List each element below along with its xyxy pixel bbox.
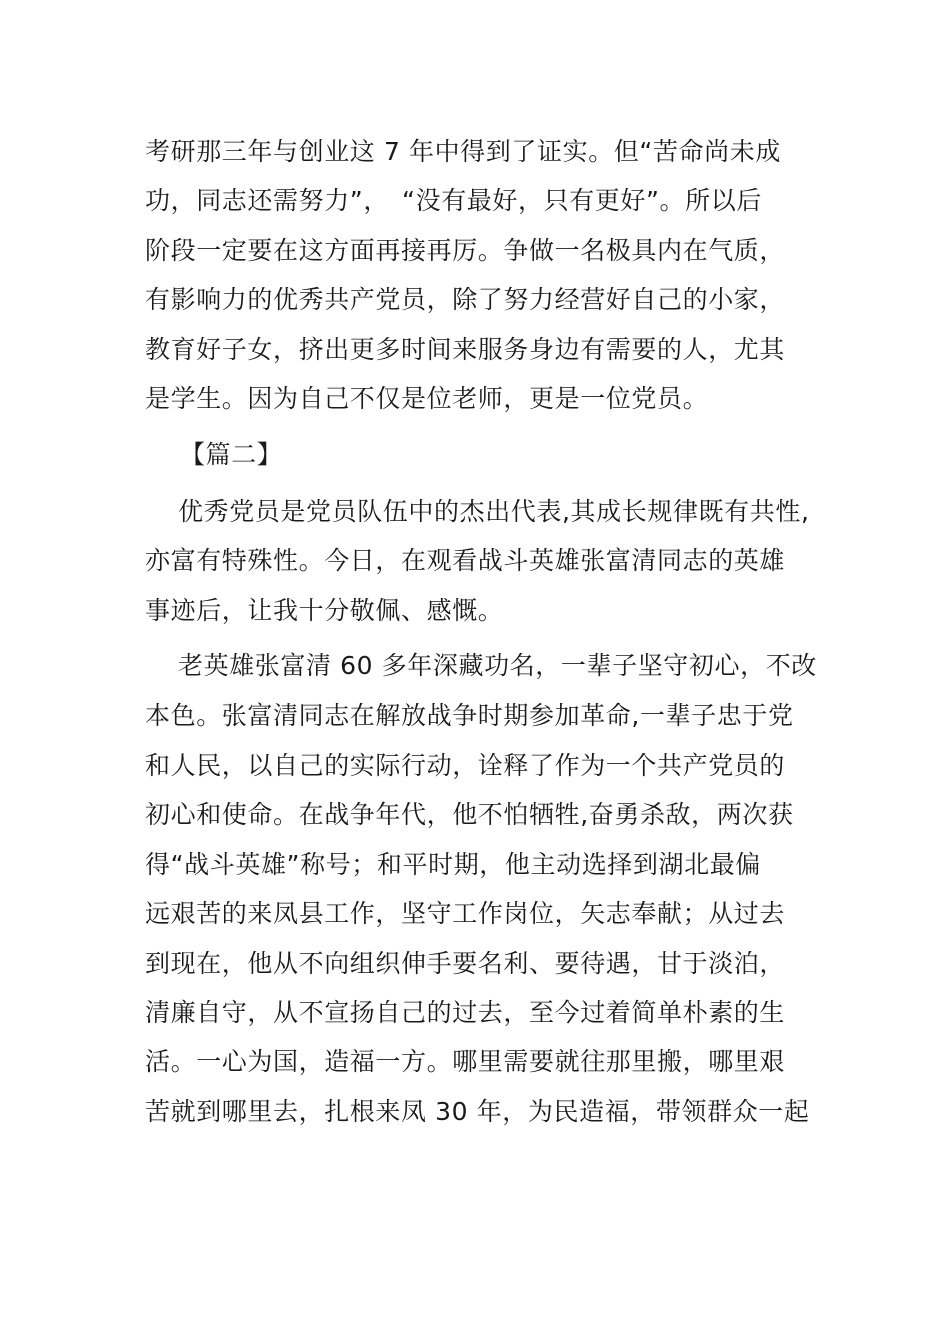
text-line: 功，同志还需努力”， “没有最好，只有更好”。所以后 xyxy=(145,186,762,215)
text-line: 到现在，他从不向组织伸手要名利、要待遇，甘于淡泊， xyxy=(145,949,786,978)
text-line: 活。一心为国，造福一方。哪里需要就往那里搬，哪里艰 xyxy=(145,1047,786,1076)
section-heading: 【篇二】 xyxy=(180,440,283,469)
text-line: 和人民，以自己的实际行动，诠释了作为一个共产党员的 xyxy=(145,751,786,780)
text-line: 老英雄张富清 60 多年深藏功名，一辈子坚守初心，不改 xyxy=(178,651,817,680)
text-line: 清廉自守，从不宣扬自己的过去，至今过着简单朴素的生 xyxy=(145,998,786,1027)
text-line: 事迹后，让我十分敬佩、感慨。 xyxy=(145,596,504,625)
text-line: 考研那三年与创业这 7 年中得到了证实。但“苦命尚未成 xyxy=(145,137,781,166)
text-line: 教育好子女，挤出更多时间来服务身边有需要的人，尤其 xyxy=(145,335,786,364)
text-line: 阶段一定要在这方面再接再厉。争做一名极具内在气质， xyxy=(145,236,786,265)
text-line: 是学生。因为自己不仅是位老师，更是一位党员。 xyxy=(145,384,709,413)
text-line: 得“战斗英雄”称号；和平时期，他主动选择到湖北最偏 xyxy=(145,850,761,879)
text-line: 苦就到哪里去，扎根来凤 30 年，为民造福，带领群众一起 xyxy=(145,1097,810,1126)
text-line: 初心和使命。在战争年代，他不怕牺牲,奋勇杀敌，两次获 xyxy=(145,800,794,829)
text-line: 远艰苦的来凤县工作，坚守工作岗位，矢志奉献；从过去 xyxy=(145,899,786,928)
text-line: 亦富有特殊性。今日，在观看战斗英雄张富清同志的英雄 xyxy=(145,546,786,575)
text-line: 有影响力的优秀共产党员，除了努力经营好自己的小家， xyxy=(145,285,786,314)
text-line: 本色。张富清同志在解放战争时期参加革命,一辈子忠于党 xyxy=(145,701,794,730)
text-line: 优秀党员是党员队伍中的杰出代表,其成长规律既有共性, xyxy=(178,497,810,526)
